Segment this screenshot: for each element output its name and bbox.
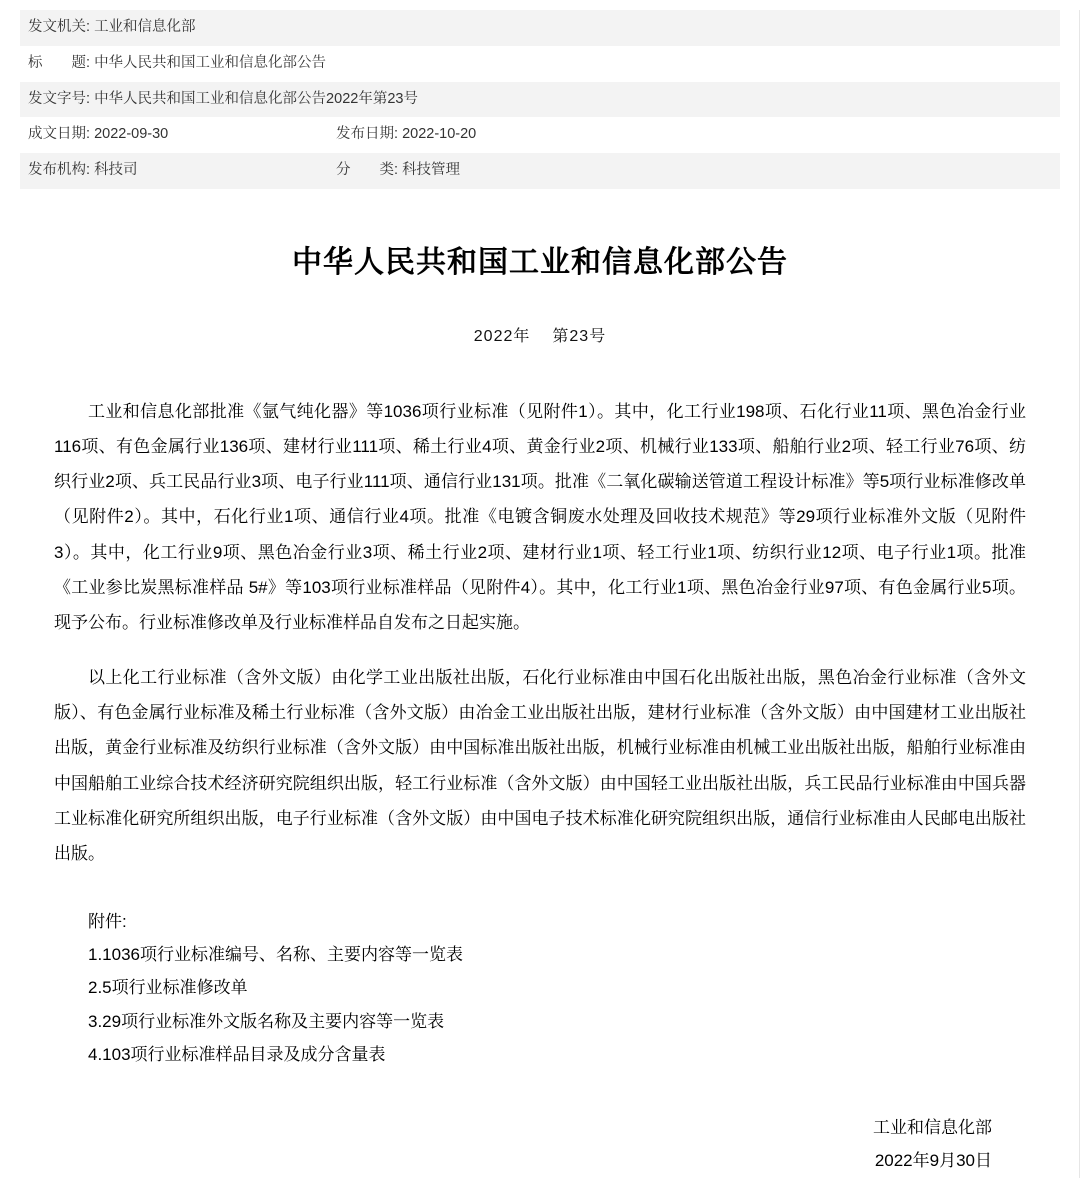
meta-label-drafted-date: 成文日期: [28, 126, 91, 143]
attachment-item-3[interactable]: 3.29项行业标准外文版名称及主要内容等一览表 [88, 1011, 445, 1031]
table-row [20, 117, 1060, 153]
attachment-item-1[interactable]: 1.1036项行业标准编号、名称、主要内容等一览表 [88, 945, 463, 965]
document-number [0, 323, 1080, 346]
meta-label-docnumber: 发文字号: [28, 90, 91, 107]
attachment-item-2[interactable]: 2.5项行业标准修改单 [88, 978, 248, 998]
attachment-item-4[interactable]: 4.103项行业标准样品目录及成分含量表 [88, 1044, 386, 1064]
document-number-issue: 第23号 [552, 327, 607, 345]
meta-cell-drafted-date [20, 117, 328, 153]
meta-value-department: 科技司 [94, 162, 138, 178]
meta-cell-docnumber [20, 82, 1060, 118]
meta-cell-department [20, 153, 328, 189]
table-row [20, 46, 1060, 82]
table-row [20, 10, 1060, 46]
meta-label-issuer: 发文机关: [28, 19, 91, 35]
meta-cell-issuer [20, 10, 1060, 46]
attachments-block [54, 905, 1026, 1071]
meta-label-published-date: 发布日期: [336, 126, 399, 143]
body-paragraph-1: 工业和信息化部批准《氩气纯化器》等1036项行业标准（见附件1）。其中，化工行业198项、石化行业11项、黑色冶金行业116项、有色金属行业136项、建材行业111项、稀土行业4项、黄金行业2项、机械行业133项、船舶行业2项、轻工行业76项、纺织行业2项、兵工民品行业3项、电子行业111项、通信行业131项。批准《二氧化碳输送管道工程设计标准》等5项行业标准修改单（见附件2）。其中，石化行业1项、通信行业4项。批准《电镀含铜废水处理及回收技术规范》等29项行业标准外文版（见附件3）。其中，化工行业9项、黑色冶金行业3项、稀土行业2项、建材行业1项、轻工行业1项、纺织行业12项、电子行业1项。批准《工业参比炭黑标准样品 5#》等103项行业标准样品（见附件4）。其中，化工行业1项、黑色冶金行业97项、有色金属行业5项。现予公布。行业标准修改单及行业标准样品自发布之日起实施。 [54, 401, 1026, 632]
meta-value-title: 中华人民共和国工业和信息化部公告 [94, 54, 327, 71]
meta-label-category: 分 类: [336, 162, 399, 178]
document-body [40, 394, 1040, 1177]
meta-value-category: 科技管理 [402, 162, 461, 178]
attachments-heading: 附件: [88, 912, 127, 932]
table-row [20, 82, 1060, 118]
signature-organization: 工业和信息化部 [873, 1117, 992, 1137]
document-page [0, 10, 1080, 1178]
signature-date: 2022年9月30日 [874, 1151, 992, 1171]
signature-block [54, 1111, 1026, 1177]
meta-label-title: 标 题: [28, 54, 91, 71]
meta-cell-published-date [328, 117, 1060, 153]
meta-value-docnumber: 中华人民共和国工业和信息化部公告2022年第23号 [94, 90, 418, 107]
meta-value-published-date: 2022-10-20 [402, 126, 477, 143]
document-number-year: 2022年 [473, 327, 531, 345]
table-row [20, 153, 1060, 189]
meta-label-department: 发布机构: [28, 162, 91, 178]
page-title: 中华人民共和国工业和信息化部公告 [292, 245, 788, 279]
body-paragraph-2: 以上化工行业标准（含外文版）由化学工业出版社出版，石化行业标准由中国石化出版社出版，黑色冶金行业标准（含外文版）、有色金属行业标准及稀土行业标准（含外文版）由冶金工业出版社出版，建材行业标准（含外文版）由中国建材工业出版社出版，黄金行业标准及纺织行业标准（含外文版）由中国标准出版社出版，机械行业标准由机械工业出版社出版，船舶行业标准由中国船舶工业综合技术经济研究院组织出版，轻工行业标准（含外文版）由中国轻工业出版社出版，兵工民品行业标准由中国兵器工业标准化研究所组织出版，电子行业标准（含外文版）由中国电子技术标准化研究院组织出版，通信行业标准由人民邮电出版社出版。 [54, 668, 1026, 863]
meta-value-issuer: 工业和信息化部 [94, 19, 196, 35]
document-metadata-table [20, 10, 1060, 189]
meta-cell-category [328, 153, 1060, 189]
meta-cell-title [20, 46, 1060, 82]
meta-value-drafted-date: 2022-09-30 [94, 126, 169, 143]
